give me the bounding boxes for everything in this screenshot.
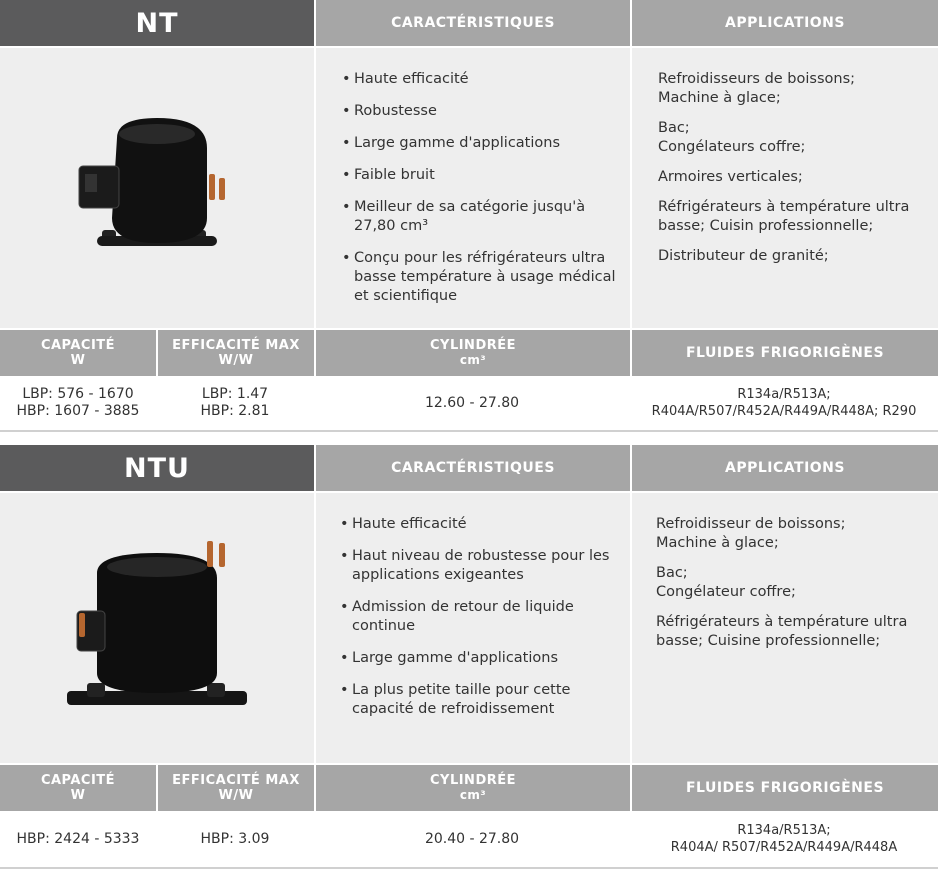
application-group	[658, 168, 932, 187]
nt-applications-title: APPLICATIONS	[630, 0, 938, 46]
feature-item: • Large gamme d'applications	[342, 134, 620, 153]
application-line: Machine à glace;	[656, 535, 779, 551]
ntu-features-panel	[314, 493, 630, 763]
nt-features-title: CARACTÉRISTIQUES	[314, 0, 630, 46]
ntu-applications-list	[656, 515, 932, 662]
feature-item: • Robustesse	[342, 102, 620, 121]
nt-applications-panel	[630, 48, 938, 328]
feature-item: • Conçu pour les réfrigérateurs ultra basse température à usage médical et scientifique	[342, 249, 620, 306]
nt-capacity-header	[0, 330, 156, 376]
application-line: Congélateurs coffre;	[658, 139, 806, 155]
feature-item: • Faible bruit	[342, 166, 620, 185]
efficiency-label: EFFICACITÉ MAX	[172, 338, 300, 353]
application-group	[658, 70, 932, 108]
ntu-displacement-value	[314, 811, 630, 869]
nt-applications-list	[658, 70, 932, 277]
feature-item: • Haut niveau de robustesse pour les applications exigeantes	[340, 547, 620, 585]
application-line: Congélateur coffre;	[656, 584, 796, 600]
displacement-unit: cm³	[459, 353, 487, 367]
feature-item: • Admission de retour de liquide continue	[340, 598, 620, 636]
efficiency-unit: W/W	[218, 788, 254, 803]
feature-item: • Meilleur de sa catégorie jusqu'à 27,80 cm³	[342, 198, 620, 236]
application-line: Bac;	[656, 565, 688, 581]
ntu-applications-panel	[630, 493, 938, 763]
feature-item: • La plus petite taille pour cette capacité de refroidissement	[340, 681, 620, 719]
application-line: Réfrigérateurs à température ultra	[658, 199, 910, 215]
feature-item: • Haute efficacité	[340, 515, 620, 534]
displacement-line: 20.40 - 27.80	[424, 830, 520, 847]
compressor-icon	[57, 108, 257, 268]
efficiency-line: LBP: 1.47	[201, 386, 269, 402]
nt-refrigerants-value	[630, 376, 938, 432]
capacity-line: HBP: 1607 - 3885	[16, 403, 140, 419]
refrigerant-line: R404A/R507/R452A/R449A/R448A; R290	[651, 404, 917, 419]
efficiency-line: HBP: 2.81	[200, 403, 270, 419]
ntu-refrigerants-value	[630, 811, 938, 869]
displacement-label: CYLINDRÉE	[429, 338, 517, 353]
application-line: Armoires verticales;	[658, 169, 803, 185]
displacement-label: CYLINDRÉE	[429, 773, 517, 788]
nt-efficiency-header	[156, 330, 314, 376]
ntu-capacity-header	[0, 765, 156, 811]
ntu-efficiency-header	[156, 765, 314, 811]
refrigerant-line: R134a/R513A;	[737, 387, 831, 402]
application-line: Distributeur de granité;	[658, 248, 829, 264]
nt-compressor-image	[0, 48, 314, 328]
ntu-applications-title: APPLICATIONS	[630, 445, 938, 491]
feature-item: • Haute efficacité	[342, 70, 620, 89]
nt-model-title: NT	[0, 0, 314, 46]
application-line: Réfrigérateurs à température ultra	[656, 614, 908, 630]
ntu-displacement-header	[314, 765, 630, 811]
efficiency-label: EFFICACITÉ MAX	[172, 773, 300, 788]
application-group	[656, 515, 932, 553]
application-group	[658, 247, 932, 266]
ntu-model-title: NTU	[0, 445, 314, 491]
application-group	[656, 613, 932, 651]
capacity-label: CAPACITÉ	[40, 338, 116, 353]
nt-product-block	[0, 0, 938, 432]
capacity-line: LBP: 576 - 1670	[22, 386, 134, 402]
application-group	[656, 564, 932, 602]
ntu-efficiency-value	[156, 811, 314, 869]
application-line: basse; Cuisine professionnelle;	[656, 633, 881, 649]
feature-item: • Large gamme d'applications	[340, 649, 620, 668]
capacity-unit: W	[70, 353, 86, 368]
application-line: basse; Cuisin professionnelle;	[658, 218, 874, 234]
application-line: Refroidisseurs de boissons;	[658, 71, 856, 87]
displacement-unit: cm³	[459, 788, 487, 802]
application-group	[658, 119, 932, 157]
application-line: Refroidisseur de boissons;	[656, 516, 846, 532]
compressor-icon	[57, 533, 257, 723]
ntu-capacity-value	[0, 811, 156, 869]
ntu-features-list	[340, 515, 620, 732]
nt-refrigerants-header: FLUIDES FRIGORIGÈNES	[630, 330, 938, 376]
capacity-label: CAPACITÉ	[40, 773, 116, 788]
capacity-unit: W	[70, 788, 86, 803]
ntu-product-block	[0, 445, 938, 870]
efficiency-unit: W/W	[218, 353, 254, 368]
application-line: Bac;	[658, 120, 690, 136]
ntu-compressor-image	[0, 493, 314, 763]
nt-capacity-value	[0, 376, 156, 432]
ntu-features-title: CARACTÉRISTIQUES	[314, 445, 630, 491]
displacement-line: 12.60 - 27.80	[424, 394, 520, 411]
capacity-line: HBP: 2424 - 5333	[16, 830, 140, 847]
nt-features-list	[342, 70, 620, 319]
application-group	[658, 198, 932, 236]
efficiency-line: HBP: 3.09	[200, 830, 270, 847]
nt-features-panel	[314, 48, 630, 328]
nt-efficiency-value	[156, 376, 314, 432]
ntu-refrigerants-header: FLUIDES FRIGORIGÈNES	[630, 765, 938, 811]
nt-displacement-header	[314, 330, 630, 376]
nt-displacement-value	[314, 376, 630, 432]
refrigerant-line: R134a/R513A;	[737, 823, 831, 838]
refrigerant-line: R404A/ R507/R452A/R449A/R448A	[670, 840, 898, 855]
application-line: Machine à glace;	[658, 90, 781, 106]
